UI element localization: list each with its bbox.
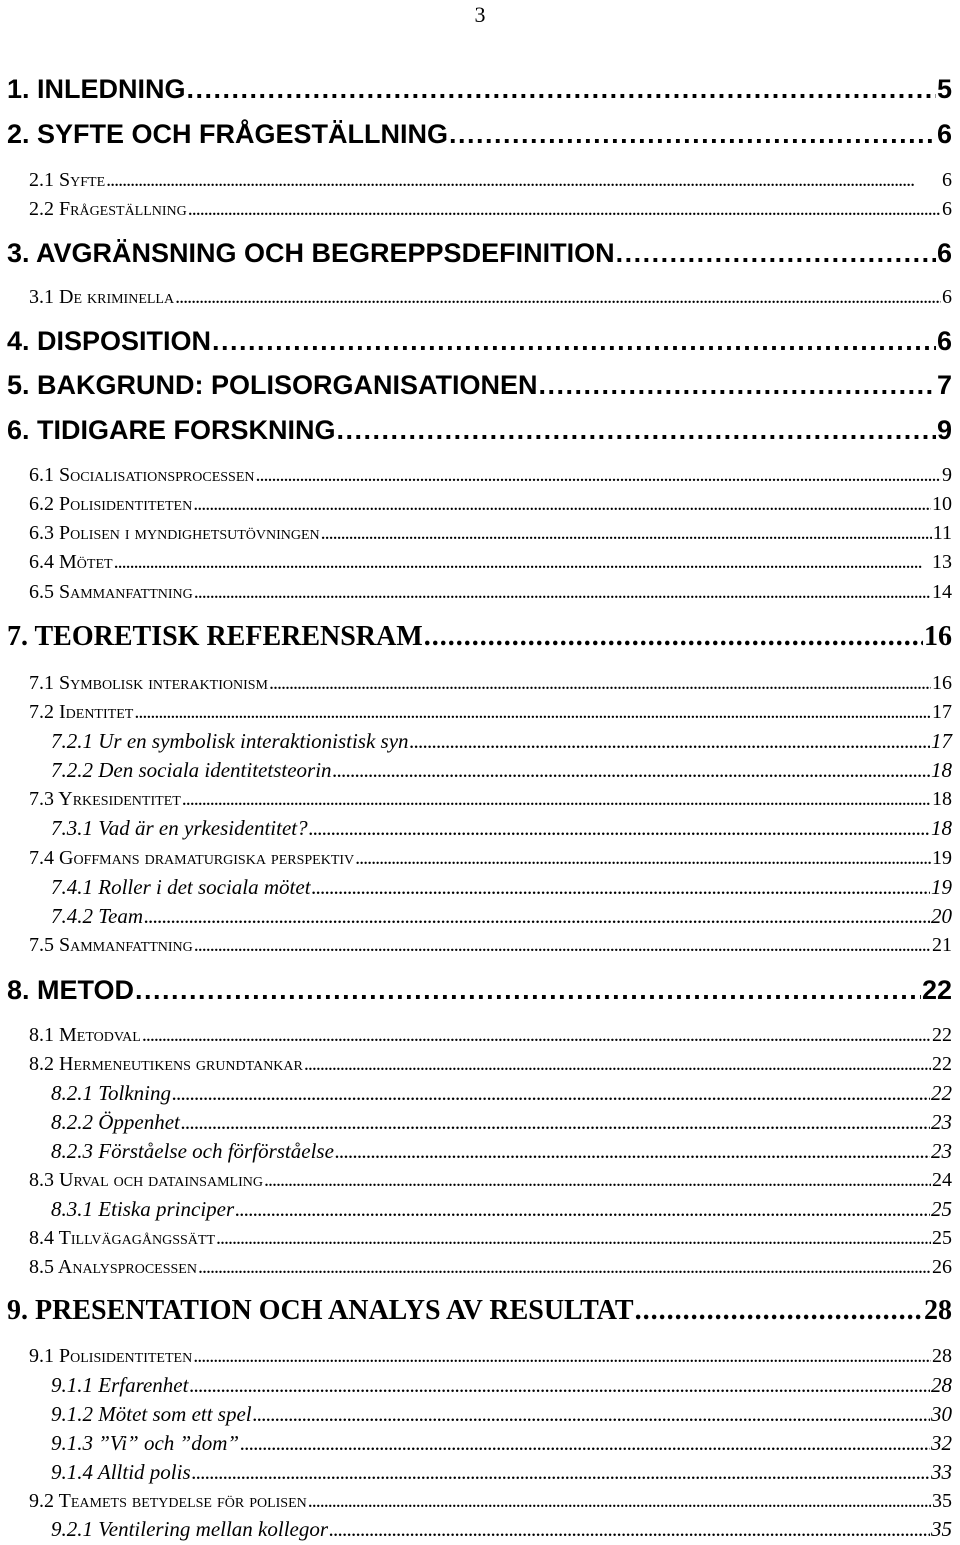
toc-entry-title: 6. TIDIGARE FORSKNING bbox=[7, 415, 336, 445]
toc-entry-page: 6 bbox=[936, 326, 952, 356]
dot-leader bbox=[142, 1020, 931, 1050]
toc-entry-6-5[interactable] bbox=[0, 577, 960, 607]
toc-entry-8-1[interactable] bbox=[0, 1020, 960, 1050]
toc-entry-6[interactable] bbox=[0, 415, 960, 445]
dot-leader bbox=[193, 1341, 931, 1371]
toc-entry-page: 18 bbox=[932, 788, 952, 810]
toc-entry-page: 26 bbox=[932, 1256, 952, 1278]
toc-entry-title: 6.4 Mötet bbox=[29, 551, 113, 573]
dot-leader bbox=[337, 415, 936, 445]
dot-leader bbox=[114, 547, 931, 577]
toc-entry-page: 16 bbox=[924, 622, 952, 652]
toc-entry-6-4[interactable] bbox=[0, 547, 960, 577]
dot-leader bbox=[194, 577, 931, 607]
toc-entry-page: 20 bbox=[931, 904, 952, 928]
toc-entry-title: 9. PRESENTATION OCH ANALYS AV RESULTAT bbox=[7, 1296, 634, 1326]
dot-leader bbox=[304, 1049, 931, 1079]
dot-leader bbox=[144, 901, 930, 931]
toc-entry-9-1-2[interactable] bbox=[0, 1399, 960, 1429]
toc-entry-7-2-1[interactable] bbox=[0, 726, 960, 756]
toc-entry-title: 5. BAKGRUND: POLISORGANISATIONEN bbox=[7, 370, 538, 400]
toc-entry-7-5[interactable] bbox=[0, 930, 960, 960]
toc-entry-title: 7.2 Identitet bbox=[29, 701, 134, 723]
toc-entry-title: 8.3.1 Etiska principer bbox=[51, 1197, 235, 1221]
toc-entry-title: 8.2.2 Öppenhet bbox=[51, 1110, 180, 1134]
toc-entry-page: 6 bbox=[936, 238, 952, 268]
toc-entry-title: 9.1.1 Erfarenhet bbox=[51, 1373, 189, 1397]
toc-entry-title: 8.1 Metodval bbox=[29, 1024, 141, 1046]
toc-entry-2-2[interactable] bbox=[0, 194, 960, 224]
dot-leader bbox=[333, 755, 930, 785]
toc-entry-6-2[interactable] bbox=[0, 489, 960, 519]
toc-entry-page: 35 bbox=[932, 1490, 952, 1512]
toc-entry-title: 9.1 Polisidentiteten bbox=[29, 1345, 193, 1367]
dot-leader bbox=[187, 74, 936, 104]
toc-entry-title: 8.2.3 Förståelse och förförståelse bbox=[51, 1139, 334, 1163]
toc-entry-page: 6 bbox=[942, 198, 952, 220]
toc-entry-title: 8. METOD bbox=[7, 975, 135, 1005]
toc-entry-page: 9 bbox=[942, 464, 952, 486]
toc-entry-6-1[interactable] bbox=[0, 460, 960, 490]
toc-entry-4[interactable] bbox=[0, 326, 960, 356]
toc-entry-title: 7.2.2 Den sociala identitetsteorin bbox=[51, 758, 332, 782]
toc-entry-2[interactable] bbox=[0, 119, 960, 149]
toc-entry-page: 18 bbox=[931, 816, 952, 840]
toc-entry-page: 22 bbox=[931, 1081, 952, 1105]
toc-entry-title: 6.3 Polisen i myndighetsutövningen bbox=[29, 522, 320, 544]
dot-leader bbox=[135, 975, 921, 1005]
toc-entry-title: 7.4.1 Roller i det sociala mötet bbox=[51, 875, 311, 899]
toc-entry-7-4-2[interactable] bbox=[0, 901, 960, 931]
toc-entry-8-3-1[interactable] bbox=[0, 1194, 960, 1224]
toc-entry-title: 7.1 Symbolisk interaktionism bbox=[29, 672, 269, 694]
toc-entry-7-2-2[interactable] bbox=[0, 755, 960, 785]
toc-entry-page: 28 bbox=[924, 1296, 952, 1326]
dot-leader bbox=[308, 1486, 931, 1516]
toc-entry-page: 19 bbox=[931, 875, 952, 899]
toc-entry-page: 6 bbox=[942, 286, 952, 308]
dot-leader bbox=[216, 1223, 931, 1253]
toc-entry-1[interactable] bbox=[0, 74, 960, 104]
dot-leader bbox=[269, 668, 931, 698]
toc-entry-page: 5 bbox=[936, 74, 952, 104]
toc-entry-page: 21 bbox=[932, 934, 952, 956]
dot-leader bbox=[193, 489, 931, 519]
toc-entry-page: 7 bbox=[936, 370, 952, 400]
toc-entry-page: 35 bbox=[931, 1517, 952, 1541]
dot-leader bbox=[539, 370, 936, 400]
dot-leader bbox=[182, 784, 931, 814]
toc-entry-title: 7.3 Yrkesidentitet bbox=[29, 788, 181, 810]
toc-entry-8-2-2[interactable] bbox=[0, 1107, 960, 1137]
dot-leader bbox=[192, 1457, 930, 1487]
toc-entry-8-2-3[interactable] bbox=[0, 1136, 960, 1166]
dot-leader bbox=[329, 1514, 930, 1544]
toc-entry-8-2[interactable] bbox=[0, 1049, 960, 1079]
toc-entry-title: 2.2 Frågeställning bbox=[29, 198, 187, 220]
toc-entry-page: 6 bbox=[942, 169, 952, 191]
toc-entry-title: 1. INLEDNING bbox=[7, 74, 186, 104]
dot-leader bbox=[424, 622, 923, 652]
toc-entry-title: 7.4.2 Team bbox=[51, 904, 143, 928]
toc-entry-9-1-1[interactable] bbox=[0, 1370, 960, 1400]
toc-entry-title: 4. DISPOSITION bbox=[7, 326, 212, 356]
toc-entry-page: 28 bbox=[932, 1345, 952, 1367]
toc-entry-title: 3. AVGRÄNSNING OCH BEGREPPSDEFINITION bbox=[7, 238, 615, 268]
dot-leader bbox=[253, 1399, 930, 1429]
toc-entry-page: 33 bbox=[931, 1460, 952, 1484]
toc-entry-page: 23 bbox=[931, 1139, 952, 1163]
toc-entry-title: 8.2.1 Tolkning bbox=[51, 1081, 171, 1105]
toc-entry-page: 9 bbox=[936, 415, 952, 445]
toc-entry-page: 32 bbox=[931, 1431, 952, 1455]
toc-entry-2-1[interactable] bbox=[0, 165, 960, 195]
dot-leader bbox=[175, 282, 941, 312]
toc-entry-page: 24 bbox=[932, 1169, 952, 1191]
toc-entry-9-1-3[interactable] bbox=[0, 1428, 960, 1458]
toc-entry-page: 22 bbox=[921, 975, 952, 1005]
toc-entry-6-3[interactable] bbox=[0, 518, 960, 548]
dot-leader bbox=[172, 1078, 930, 1108]
toc-entry-9[interactable] bbox=[0, 1296, 960, 1326]
toc-entry-title: 7. TEORETISK REFERENSRAM bbox=[7, 622, 423, 652]
toc-entry-title: 9.1.4 Alltid polis bbox=[51, 1460, 191, 1484]
dot-leader bbox=[240, 1428, 930, 1458]
toc-entry-title: 7.5 Sammanfattning bbox=[29, 934, 193, 956]
toc-entry-title: 8.4 Tillvägagångssätt bbox=[29, 1227, 216, 1249]
toc-entry-title: 2.1 Syfte bbox=[29, 169, 106, 191]
toc-entry-title: 7.4 Goffmans dramaturgiska perspektiv bbox=[29, 847, 355, 869]
toc-entry-page: 23 bbox=[931, 1110, 952, 1134]
toc-entry-3[interactable] bbox=[0, 238, 960, 268]
toc-entry-7-3[interactable] bbox=[0, 784, 960, 814]
toc-entry-page: 6 bbox=[936, 119, 952, 149]
toc-entry-title: 9.1.2 Mötet som ett spel bbox=[51, 1402, 252, 1426]
toc-entry-7-2[interactable] bbox=[0, 697, 960, 727]
dot-leader bbox=[335, 1136, 930, 1166]
toc-entry-3-1[interactable] bbox=[0, 282, 960, 312]
toc-entry-7-3-1[interactable] bbox=[0, 813, 960, 843]
dot-leader bbox=[355, 843, 931, 873]
toc-entry-page: 25 bbox=[932, 1227, 952, 1249]
toc-entry-8-5[interactable] bbox=[0, 1252, 960, 1282]
toc-entry-title: 7.2.1 Ur en symbolisk interaktionistisk syn bbox=[51, 729, 409, 753]
toc-entry-8[interactable] bbox=[0, 975, 960, 1005]
dot-leader bbox=[212, 326, 936, 356]
dot-leader bbox=[635, 1296, 923, 1326]
toc-entry-9-2-1[interactable] bbox=[0, 1514, 960, 1544]
dot-leader bbox=[181, 1107, 930, 1137]
toc-entry-page: 14 bbox=[932, 581, 952, 603]
toc-entry-page: 13 bbox=[932, 551, 952, 573]
dot-leader bbox=[189, 1370, 930, 1400]
toc-entry-title: 8.2 Hermeneutikens grundtankar bbox=[29, 1053, 303, 1075]
dot-leader bbox=[449, 119, 936, 149]
toc-entry-title: 6.5 Sammanfattning bbox=[29, 581, 193, 603]
toc-entry-title: 2. SYFTE OCH FRÅGESTÄLLNING bbox=[7, 119, 449, 149]
dot-leader bbox=[106, 165, 941, 195]
toc-entry-8-2-1[interactable] bbox=[0, 1078, 960, 1108]
toc-entry-7-4[interactable] bbox=[0, 843, 960, 873]
toc-entry-page: 18 bbox=[931, 758, 952, 782]
toc-entry-7-1[interactable] bbox=[0, 668, 960, 698]
dot-leader bbox=[188, 194, 941, 224]
toc-entry-page: 22 bbox=[932, 1024, 952, 1046]
toc-entry-title: 6.2 Polisidentiteten bbox=[29, 493, 193, 515]
toc-entry-page: 19 bbox=[932, 847, 952, 869]
toc-entry-7[interactable] bbox=[0, 622, 960, 652]
toc-entry-5[interactable] bbox=[0, 370, 960, 400]
toc-entry-title: 9.1.3 ”Vi” och ”dom” bbox=[51, 1431, 240, 1455]
dot-leader bbox=[264, 1165, 931, 1195]
toc-entry-title: 8.3 Urval och datainsamling bbox=[29, 1169, 263, 1191]
dot-leader bbox=[410, 726, 930, 756]
toc-entry-title: 6.1 Socialisationsprocessen bbox=[29, 464, 255, 486]
dot-leader bbox=[194, 930, 931, 960]
toc-entry-title: 9.2 Teamets betydelse för polisen bbox=[29, 1490, 307, 1512]
toc-entry-page: 17 bbox=[932, 701, 952, 723]
toc-entry-page: 25 bbox=[931, 1197, 952, 1221]
dot-leader bbox=[312, 872, 930, 902]
toc-entry-8-4[interactable] bbox=[0, 1223, 960, 1253]
toc-entry-page: 28 bbox=[931, 1373, 952, 1397]
dot-leader bbox=[321, 518, 932, 548]
dot-leader bbox=[309, 813, 930, 843]
toc-entry-9-1-4[interactable] bbox=[0, 1457, 960, 1487]
toc-entry-page: 30 bbox=[931, 1402, 952, 1426]
dot-leader bbox=[198, 1252, 931, 1282]
dot-leader bbox=[255, 460, 941, 490]
toc-entry-title: 3.1 De kriminella bbox=[29, 286, 175, 308]
dot-leader bbox=[134, 697, 931, 727]
toc-entry-7-4-1[interactable] bbox=[0, 872, 960, 902]
toc-entry-page: 11 bbox=[932, 522, 952, 544]
toc-entry-page: 22 bbox=[932, 1053, 952, 1075]
toc-entry-title: 9.2.1 Ventilering mellan kollegor bbox=[51, 1517, 329, 1541]
toc-entry-page: 10 bbox=[932, 493, 952, 515]
toc-entry-9-1[interactable] bbox=[0, 1341, 960, 1371]
toc-entry-9-2[interactable] bbox=[0, 1486, 960, 1516]
toc-entry-page: 16 bbox=[932, 672, 952, 694]
toc-entry-8-3[interactable] bbox=[0, 1165, 960, 1195]
toc-entry-title: 8.5 Analysprocessen bbox=[29, 1256, 197, 1278]
dot-leader bbox=[235, 1194, 930, 1224]
page-number: 3 bbox=[474, 2, 486, 27]
toc-entry-page: 17 bbox=[931, 729, 952, 753]
toc-entry-title: 7.3.1 Vad är en yrkesidentitet? bbox=[51, 816, 308, 840]
dot-leader bbox=[616, 238, 936, 268]
